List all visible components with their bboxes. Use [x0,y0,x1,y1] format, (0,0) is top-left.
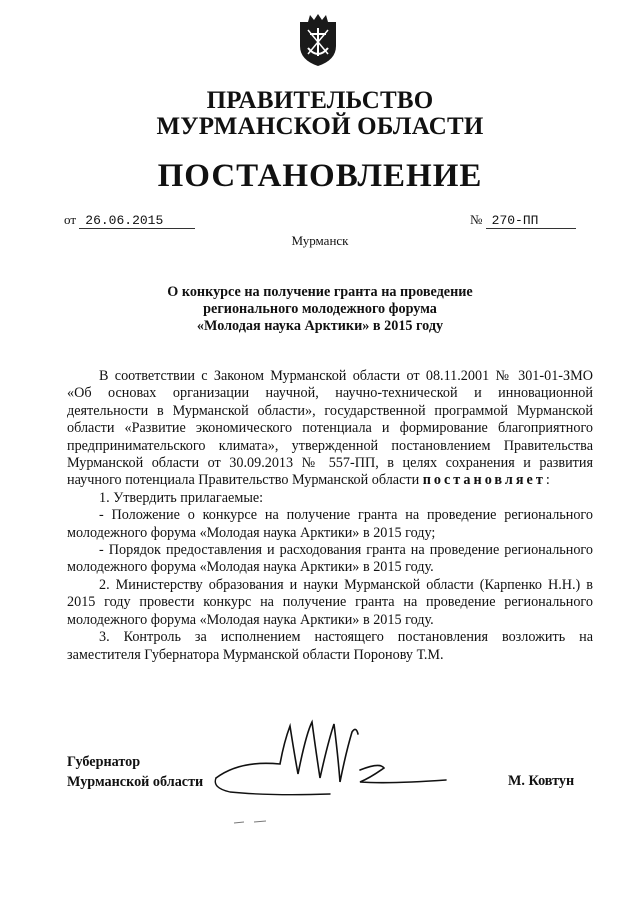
intro-verb: постановляет [422,472,546,489]
date-prefix: от [64,212,77,227]
signatory-title [67,752,203,792]
number-prefix: № [470,212,483,227]
date-value: 26.06.2015 [79,213,195,229]
item-1: 1. Утвердить прилагаемые: [99,489,264,506]
document-body [67,368,593,664]
item-3: 3. Контроль за исполнением настоящего постановления возложить на заместителя Губернатора Мурманской области Поронову Т.М. [67,629,593,663]
subject-line3: «Молодая наука Арктики» в 2015 году [196,318,444,334]
intro-paragraph [67,368,593,490]
document-subject [100,284,540,335]
item-1a: - Положение о конкурсе на получение гранта на проведение регионального молодежного форума «Молодая наука Арктики» в 2015 году; [67,507,593,541]
city-label: Мурманск [291,233,349,248]
government-title-line1: ПРАВИТЕЛЬСТВО [206,87,434,114]
scan-mark [232,818,272,826]
number-field [470,212,576,229]
subject-line1: О конкурсе на получение гранта на проведение [167,284,473,300]
date-field [64,212,195,229]
government-title-line2: МУРМАНСКОЙ ОБЛАСТИ [156,113,484,140]
signatory-name: М. Ковтун [508,773,575,789]
item-1b: - Порядок предоставления и расходования гранта на проведение регионального молодежного форума «Молодая наука Арктики» в 2015 году. [67,542,593,576]
handwritten-signature [210,712,450,802]
coat-of-arms-icon [296,12,340,68]
item-2: 2. Министерству образования и науки Мурманской области (Карпенко Н.Н.) в 2015 году провести конкурс на получение гранта на проведение регионального молодежного форума «Молодая наука Арктики» в 2015 году. [67,576,593,628]
document-type-title: ПОСТАНОВЛЕНИЕ [157,158,483,194]
signatory-title-line2: Мурманской области [67,774,204,790]
number-value: 270-ПП [486,213,576,229]
subject-line2: регионального молодежного форума [203,301,437,317]
signatory-title-line1: Губернатор [67,754,141,770]
intro-text: В соответствии с Законом Мурманской области от 08.11.2001 № 301-01-ЗМО «Об основах организации научной, научно-технической и инновационной деятельности в Мурманской области», государственной программой Мурманской области «Развитие экономического потенциала и формирование благоприятного предпринимательского климата», утвержденной постановлением Правительства Мурманской области от 30.09.2013 № 557-ПП, в целях сохранения и развития научного потенциала Правительство Мурманской области [67,368,593,489]
intro-tail: : [545,472,550,489]
